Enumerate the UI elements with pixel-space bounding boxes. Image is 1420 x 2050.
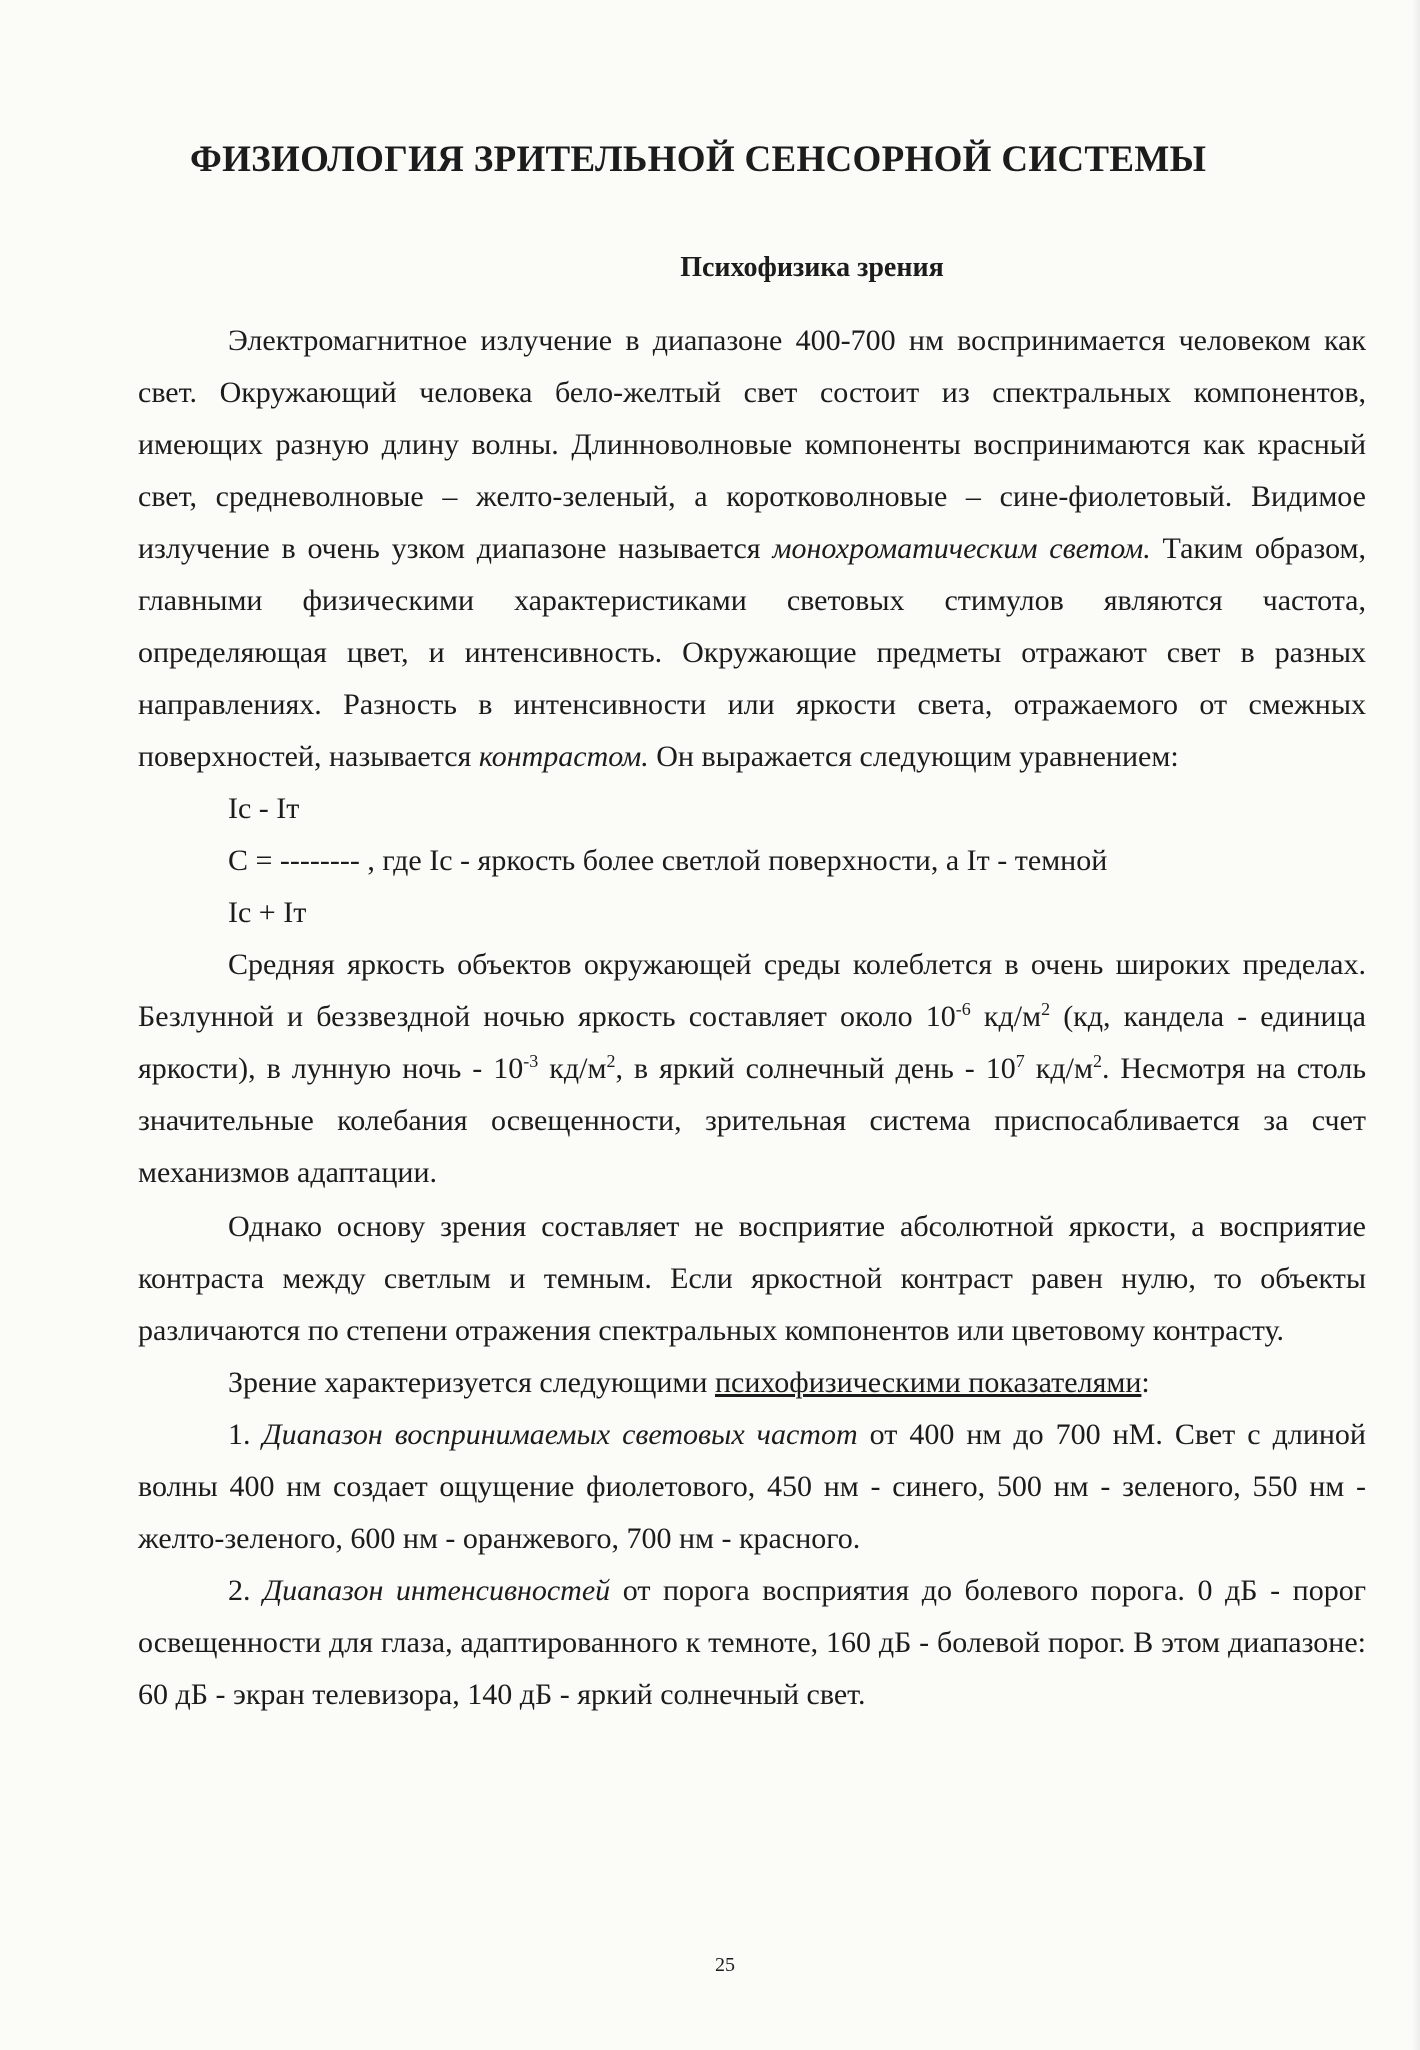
term-monochromatic-light: монохроматическим светом. — [772, 532, 1151, 565]
text-run: (кд, кандела - единица яркости), в лунную ночь - 10 — [138, 1000, 1366, 1085]
text-run: Таким образом, главными физическими характеристиками световых стимулов являются частота, определяющая цвет, и интенсивность. Окружающие предметы отражают свет в разных направлениях. Разность в интенсивности или яркости света, отражаемого от смежных поверхностей, называется — [138, 532, 1366, 773]
underlined-term: психофизическими показателями — [714, 1366, 1142, 1399]
formula-numerator: Iс - Iт — [228, 792, 300, 825]
text-run: от 400 нм до 700 нМ. Свет с длиной волны 400 нм создает ощущение фиолетового, 450 нм - синего, 500 нм - зеленого, 550 нм - желто-зеленого, 600 нм - оранжевого, 700 нм - красного. — [138, 1418, 1366, 1555]
superscript: -3 — [523, 1051, 539, 1071]
list-term: Диапазон воспринимаемых световых частот — [262, 1418, 858, 1451]
paragraph-light-spectrum — [138, 315, 1366, 783]
section-title: Психофизика зрения — [680, 252, 944, 283]
paragraph-contrast-perception: Однако основу зрения составляет не восприятие абсолютной яркости, а восприятие контраста между светлым и темным. Если яркостной контраст равен нулю, то объекты различаются по степени отражения спектральных компонентов или цветовому контрасту. — [138, 1210, 1366, 1347]
superscript: 2 — [606, 1051, 616, 1071]
body-text — [138, 315, 1366, 1721]
superscript: -6 — [955, 999, 971, 1019]
document-title: ФИЗИОЛОГИЯ ЗРИТЕЛЬНОЙ СЕНСОРНОЙ СИСТЕМЫ — [190, 139, 1207, 180]
text-run: кд/м — [538, 1052, 607, 1085]
superscript: 2 — [1092, 1051, 1102, 1071]
text-run: кд/м — [1024, 1052, 1093, 1085]
text-run: Он выражается следующим уравнением: — [648, 740, 1179, 773]
paragraph-brightness-range — [138, 939, 1366, 1199]
text-run: Электромагнитное излучение в диапазоне 400-700 нм воспринимается человеком как свет. Окружающий человека бело-желтый свет состоит из спектральных компонентов, имеющих разную длину волны. Длинноволновые компоненты воспринимаются как красный свет, средневолновые – желто-зеленый, а коротковолновые – сине-фиолетовый. Видимое излучение в очень узком диапазоне называется — [138, 324, 1366, 565]
text-run: кд/м — [970, 1000, 1042, 1033]
text-run: : — [1141, 1366, 1150, 1399]
superscript: 7 — [1015, 1051, 1025, 1071]
text-run: от порога восприятия до болевого порога. 0 дБ - порог освещенности для глаза, адаптированного к темноте, 160 дБ - болевой порог. В этом диапазоне: 60 дБ - экран телевизора, 140 дБ - яркий солнечный свет. — [138, 1574, 1367, 1711]
superscript: 2 — [1041, 999, 1051, 1019]
term-contrast: контрастом. — [478, 740, 649, 773]
list-item-intensity-range — [138, 1565, 1366, 1721]
list-number: 2. — [228, 1574, 264, 1607]
text-run: . Несмотря на столь значительные колебания освещенности, зрительная система приспосабливается за счет механизмов адаптации. — [138, 1052, 1366, 1189]
page-edge-shadow — [1412, 0, 1420, 2050]
paragraph-indicators-intro — [138, 1357, 1366, 1409]
text-run: Средняя яркость объектов окружающей среды колеблется в очень широких пределах. Безлунной и беззвездной ночью яркость составляет около 10 — [138, 948, 1366, 1033]
list-term: Диапазон интенсивностей — [263, 1574, 611, 1607]
text-run: , в яркий солнечный день - 10 — [615, 1052, 1016, 1085]
formula-denominator: Iс + Iт — [228, 896, 307, 929]
formula-main: C = -------- , где Iс - яркость более светлой поверхности, а Iт - темной — [228, 844, 1108, 877]
page-number: 25 — [715, 1954, 735, 1976]
text-run: Зрение характеризуется следующими — [228, 1366, 715, 1399]
list-item-frequency-range — [138, 1409, 1366, 1565]
list-number: 1. — [228, 1418, 263, 1451]
